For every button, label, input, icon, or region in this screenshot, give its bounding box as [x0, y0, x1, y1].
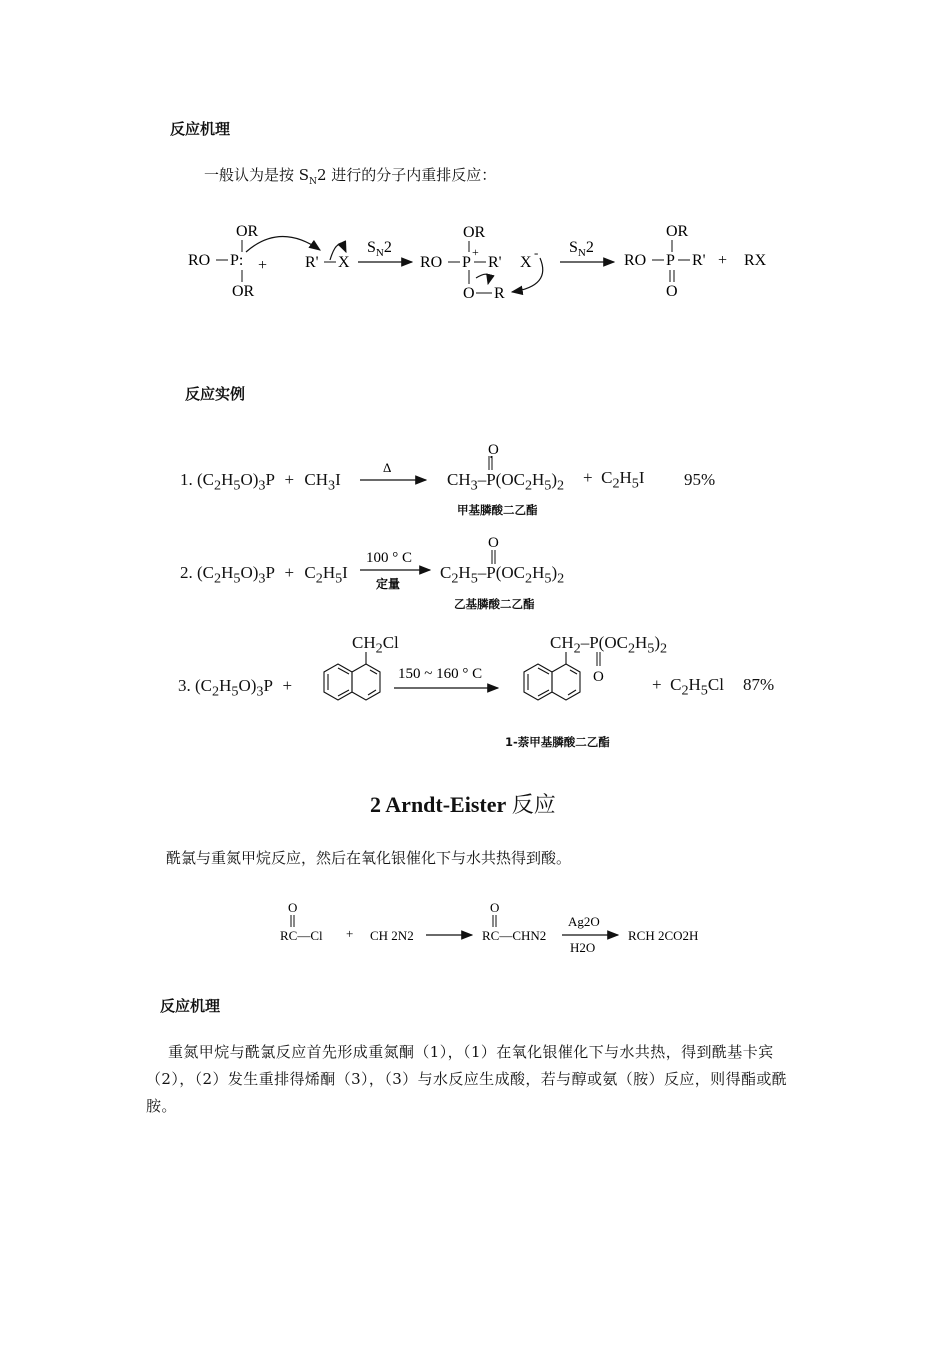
or-bottom: OR	[232, 283, 255, 300]
intermediate-r: R	[494, 285, 505, 302]
section-heading-examples: 反应实例	[185, 385, 246, 403]
intermediate-r-prime: R'	[488, 254, 502, 271]
r1: RC—Cl	[280, 928, 323, 943]
intro-suffix: 进行的分子内重排反应：	[331, 166, 497, 184]
ex2-product: $C_2H_5-P(OC_2H_5)_2$	[440, 563, 565, 587]
ex3-arrow	[392, 660, 502, 696]
ex3-condition: 150 ~ 160 ° C	[398, 666, 483, 682]
intermediate-p: P	[462, 254, 471, 271]
example-1: 1. $(C_2H_5O)_3P + CH_3I$	[180, 470, 341, 494]
r-prime: R'	[305, 254, 319, 271]
intermediate-charge: +	[472, 245, 479, 259]
ex3-yield: 87%	[743, 675, 775, 694]
arndt-plus: +	[346, 926, 354, 941]
product-r-prime: R'	[692, 252, 706, 269]
section-title-arndt-eister: 2 Arndt-Eister 反应	[370, 792, 556, 818]
anion-x: X	[520, 254, 532, 271]
ex1-arrow	[358, 458, 428, 488]
cond-bottom: H2O	[570, 940, 596, 955]
ex3-plus: +	[282, 676, 293, 695]
ex1-product: $CH_3-P(OC_2H_5)_2$	[447, 470, 565, 494]
ex2-num: 2.	[180, 563, 193, 582]
arndt-product: RCH 2CO2H	[628, 928, 699, 943]
r1-o: O	[288, 900, 298, 915]
arrow1-label: $S_N2$	[367, 239, 392, 259]
product-o: O	[666, 283, 678, 300]
ex2-arrow	[358, 544, 434, 592]
arndt-description: 酰氯与重氮甲烷反应，然后在氧化银催化下与水共热得到酸。	[166, 849, 572, 867]
ex3-double-bond	[592, 652, 608, 684]
mechanism-scheme	[180, 212, 790, 312]
naphthalene-reactant	[300, 652, 384, 720]
ex2-plus: +	[284, 563, 295, 582]
intro-sn: $S_N2$	[298, 166, 327, 187]
ex2-condition: 100 ° C	[366, 550, 413, 566]
cond-top: Ag2O	[568, 914, 600, 929]
p-atom: P:	[230, 252, 244, 269]
x-halide: X	[338, 254, 350, 271]
intro-text	[204, 162, 496, 196]
product-rx: RX	[744, 252, 767, 269]
ex3-byproduct: + $C_2H_5Cl$	[652, 675, 724, 699]
section-heading-mechanism-2: 反应机理	[160, 997, 221, 1015]
product-ro: RO	[624, 252, 647, 269]
ex1-byproduct: + $C_2H_5I$	[583, 468, 645, 492]
ex1-double-bond	[447, 438, 587, 458]
product-plus: +	[718, 252, 728, 269]
product-p: P	[666, 252, 675, 269]
intro-prefix: 一般认为是按	[204, 166, 295, 184]
ex1-num: 1.	[180, 470, 193, 489]
anion-charge: -	[534, 245, 539, 260]
arrow2-label: $S_N2$	[569, 239, 594, 259]
plus-1: +	[258, 257, 268, 274]
svg-text:O: O	[488, 535, 499, 551]
mid: RC—CHN2	[482, 928, 547, 943]
ro-left: RO	[188, 252, 211, 269]
or-top: OR	[236, 223, 259, 240]
ex3-product-sub: $CH_2-P(OC_2H_5)_2$	[550, 633, 668, 657]
ex1-condition: Δ	[383, 460, 392, 475]
mechanism-paragraph: 重氮甲烷与酰氯反应首先形成重氮酮（1），（1）在氧化银催化下与水共热，得到酰基卡宾（2），（2）发生重排得烯酮（3），（3）与水反应生成酸，若与醇或氨（胺）反应，则得酯或酰胺。	[146, 1043, 788, 1115]
mid-o: O	[490, 900, 500, 915]
ex2-product-name: 乙基膦酸二乙酯	[454, 597, 535, 611]
naphthalene-product	[500, 652, 584, 720]
r2: CH 2N2	[370, 928, 414, 943]
ex1-yield: 95%	[684, 470, 716, 489]
ex3-num: 3.	[178, 676, 191, 695]
intermediate-ro: RO	[420, 254, 443, 271]
ex2-condition-below: 定量	[376, 577, 401, 591]
svg-text:O: O	[488, 442, 499, 458]
example-2: 2. $(C_2H_5O)_3P + C_2H_5I$	[180, 563, 348, 587]
ex3-reactant-sub: $CH_2Cl$	[352, 633, 399, 657]
svg-text:O: O	[593, 669, 604, 684]
ex1-plus: +	[284, 470, 295, 489]
ex3-product-name: 1-萘甲基膦酸二乙酯	[505, 735, 610, 749]
product-or: OR	[666, 223, 689, 240]
section-heading-mechanism: 反应机理	[170, 120, 231, 138]
ex2-double-bond	[484, 533, 504, 567]
arndt-scheme	[278, 898, 718, 958]
intermediate-or: OR	[463, 224, 486, 241]
example-3: 3. $(C_2H_5O)_3P$ +	[178, 676, 293, 700]
ex1-product-name: 甲基膦酸二乙酯	[457, 503, 538, 517]
intermediate-o: O	[463, 285, 475, 302]
